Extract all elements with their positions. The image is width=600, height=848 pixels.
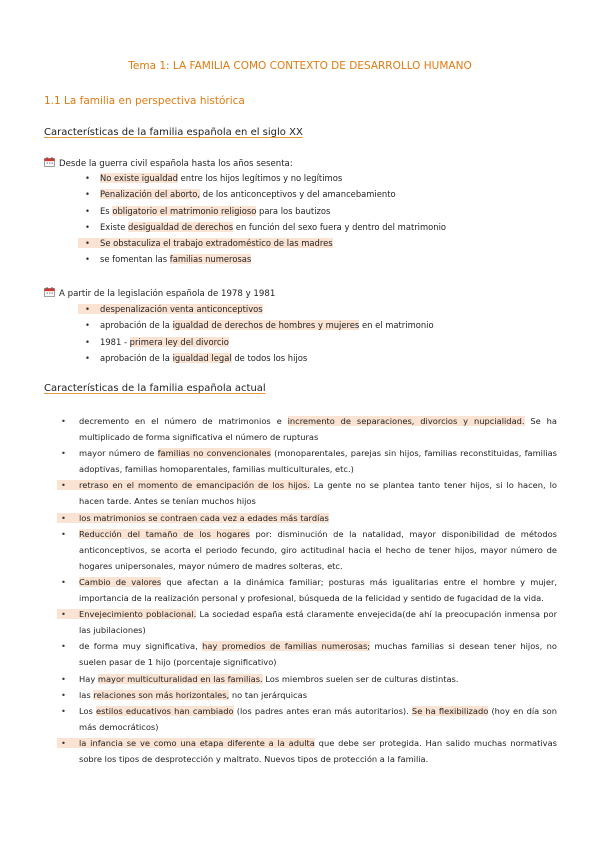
list-item: • Hay mayor multiculturalidad en las familias. Los miembros suelen ser de culturas distintas. bbox=[79, 671, 557, 687]
list-item: • la infancia se ve como una etapa diferente a la adulta que debe ser protegida. Han salido muchas normativas sobre los tipos de desprotección y maltrato. Nuevos tipos de protección a la familia. bbox=[79, 735, 557, 767]
highlight: desigualdad de derechos bbox=[128, 221, 234, 232]
list-item: • aprobación de la igualdad legal de todos los hijos bbox=[100, 350, 434, 366]
bullet-list-actual bbox=[79, 413, 557, 767]
list-item: • No existe igualdad entre los hijos legítimos y no legítimos bbox=[100, 170, 446, 186]
list-item: • mayor número de familias no convencionales (monoparentales, parejas sin hijos, familias reconstituidas, familias adoptivas, familias homoparentales, familias multiculturales, etc.) bbox=[79, 445, 557, 477]
list-item: • Penalización del aborto, de los anticonceptivos y del amancebamiento bbox=[100, 186, 446, 202]
calendar-icon bbox=[44, 287, 55, 297]
bullet-list-period-2 bbox=[100, 301, 434, 366]
highlight: Cambio de valores bbox=[79, 576, 162, 587]
list-item: • las relaciones son más horizontales, no tan jerárquicas bbox=[79, 687, 557, 703]
highlight: Penalización del aborto, bbox=[100, 189, 201, 200]
highlight: hay promedios de familias numerosas; bbox=[202, 641, 371, 652]
period-heading-text: Desde la guerra civil española hasta los años sesenta: bbox=[59, 159, 293, 169]
list-item: • Los estilos educativos han cambiado (los padres antes eran más autoritarios). Se ha flexibilizado (hoy en día son más democráticos) bbox=[79, 703, 557, 735]
list-item: • Existe desigualdad de derechos en función del sexo fuera y dentro del matrimonio bbox=[100, 219, 446, 235]
list-item: • retraso en el momento de emancipación de los hijos. La gente no se plantea tanto tener hijos, si lo hacen, lo hacen tarde. Antes se tenían muchos hijos bbox=[79, 477, 557, 509]
highlight: mayor multiculturalidad en las familias. bbox=[97, 673, 263, 684]
highlight: los matrimonios se contraen cada vez a edades más tardías bbox=[57, 513, 329, 523]
highlight: familias numerosas bbox=[169, 254, 252, 265]
bullet-list-period-1 bbox=[100, 170, 446, 268]
highlight: Envejecimiento poblacional. bbox=[57, 609, 196, 619]
highlight: estilos educativos han cambiado bbox=[96, 705, 234, 716]
period-heading-1 bbox=[44, 157, 293, 169]
highlight: primera ley del divorcio bbox=[129, 336, 229, 347]
highlight: igualdad de derechos de hombres y mujeres bbox=[172, 320, 360, 331]
highlight: Se obstaculiza el trabajo extradoméstico de las madres bbox=[78, 238, 333, 248]
list-item: • se fomentan las familias numerosas bbox=[100, 251, 446, 267]
list-item: • decremento en el número de matrimonios e incremento de separaciones, divorcios y nupcialidad. Se ha multiplicado de forma significativa el número de rupturas bbox=[79, 413, 557, 445]
highlight: familias no convencionales bbox=[157, 448, 271, 459]
list-item: • Envejecimiento poblacional. La sociedad españa está claramente envejecida(de ahí la preocupación inmensa por las jubilaciones) bbox=[79, 606, 557, 638]
highlight: igualdad legal bbox=[172, 352, 232, 363]
highlight: retraso en el momento de emancipación de los hijos. bbox=[57, 480, 310, 490]
highlight: obligatorio el matrimonio religioso bbox=[112, 205, 257, 216]
highlight: Se ha flexibilizado bbox=[411, 705, 489, 716]
highlight: Reducción del tamaño de los hogares bbox=[79, 528, 250, 539]
list-item: • 1981 - primera ley del divorcio bbox=[100, 334, 434, 350]
list-item bbox=[100, 235, 446, 251]
list-item bbox=[100, 301, 434, 317]
highlight: relaciones son más horizontales, bbox=[93, 689, 230, 700]
period-heading-2 bbox=[44, 287, 275, 299]
page-title: Tema 1: LA FAMILIA COMO CONTEXTO DE DESARROLLO HUMANO bbox=[128, 60, 472, 72]
highlight: despenalización venta anticonceptivos bbox=[78, 304, 263, 314]
section-heading: 1.1 La familia en perspectiva histórica bbox=[44, 95, 245, 107]
period-heading-text: A partir de la legislación española de 1978 y 1981 bbox=[59, 289, 276, 299]
list-item: • Cambio de valores que afectan a la dinámica familiar; posturas más igualitarias entre el hombre y mujer, importancia de la realización personal y profesional, búsqueda de la felicidad y sentido de fugacidad de la vida. bbox=[79, 574, 557, 606]
calendar-icon bbox=[44, 157, 55, 167]
highlight: la infancia se ve como una etapa diferente a la adulta bbox=[57, 738, 315, 748]
subsection-heading-actual: Características de la familia española actual bbox=[44, 383, 266, 394]
list-item: • Es obligatorio el matrimonio religioso para los bautizos bbox=[100, 203, 446, 219]
subsection-heading-siglo-xx: Características de la familia española en el siglo XX bbox=[44, 127, 303, 138]
list-item: • aprobación de la igualdad de derechos de hombres y mujeres en el matrimonio bbox=[100, 317, 434, 333]
list-item bbox=[79, 510, 557, 526]
list-item: • de forma muy significativa, hay promedios de familias numerosas; muchas familias si desean tener hijos, no suelen pasar de 1 hijo (porcentaje significativo) bbox=[79, 638, 557, 670]
list-item: • Reducción del tamaño de los hogares por: disminución de la natalidad, mayor disponibilidad de métodos anticonceptivos, se acorta el periodo fecundo, giro actitudinal hacia el hecho de tener hijos, mayor número de hogares unipersonales, mayor número de madres solteras, etc. bbox=[79, 526, 557, 574]
highlight: incremento de separaciones, divorcios y nupcialidad. bbox=[287, 416, 525, 426]
highlight: No existe igualdad bbox=[100, 173, 178, 183]
